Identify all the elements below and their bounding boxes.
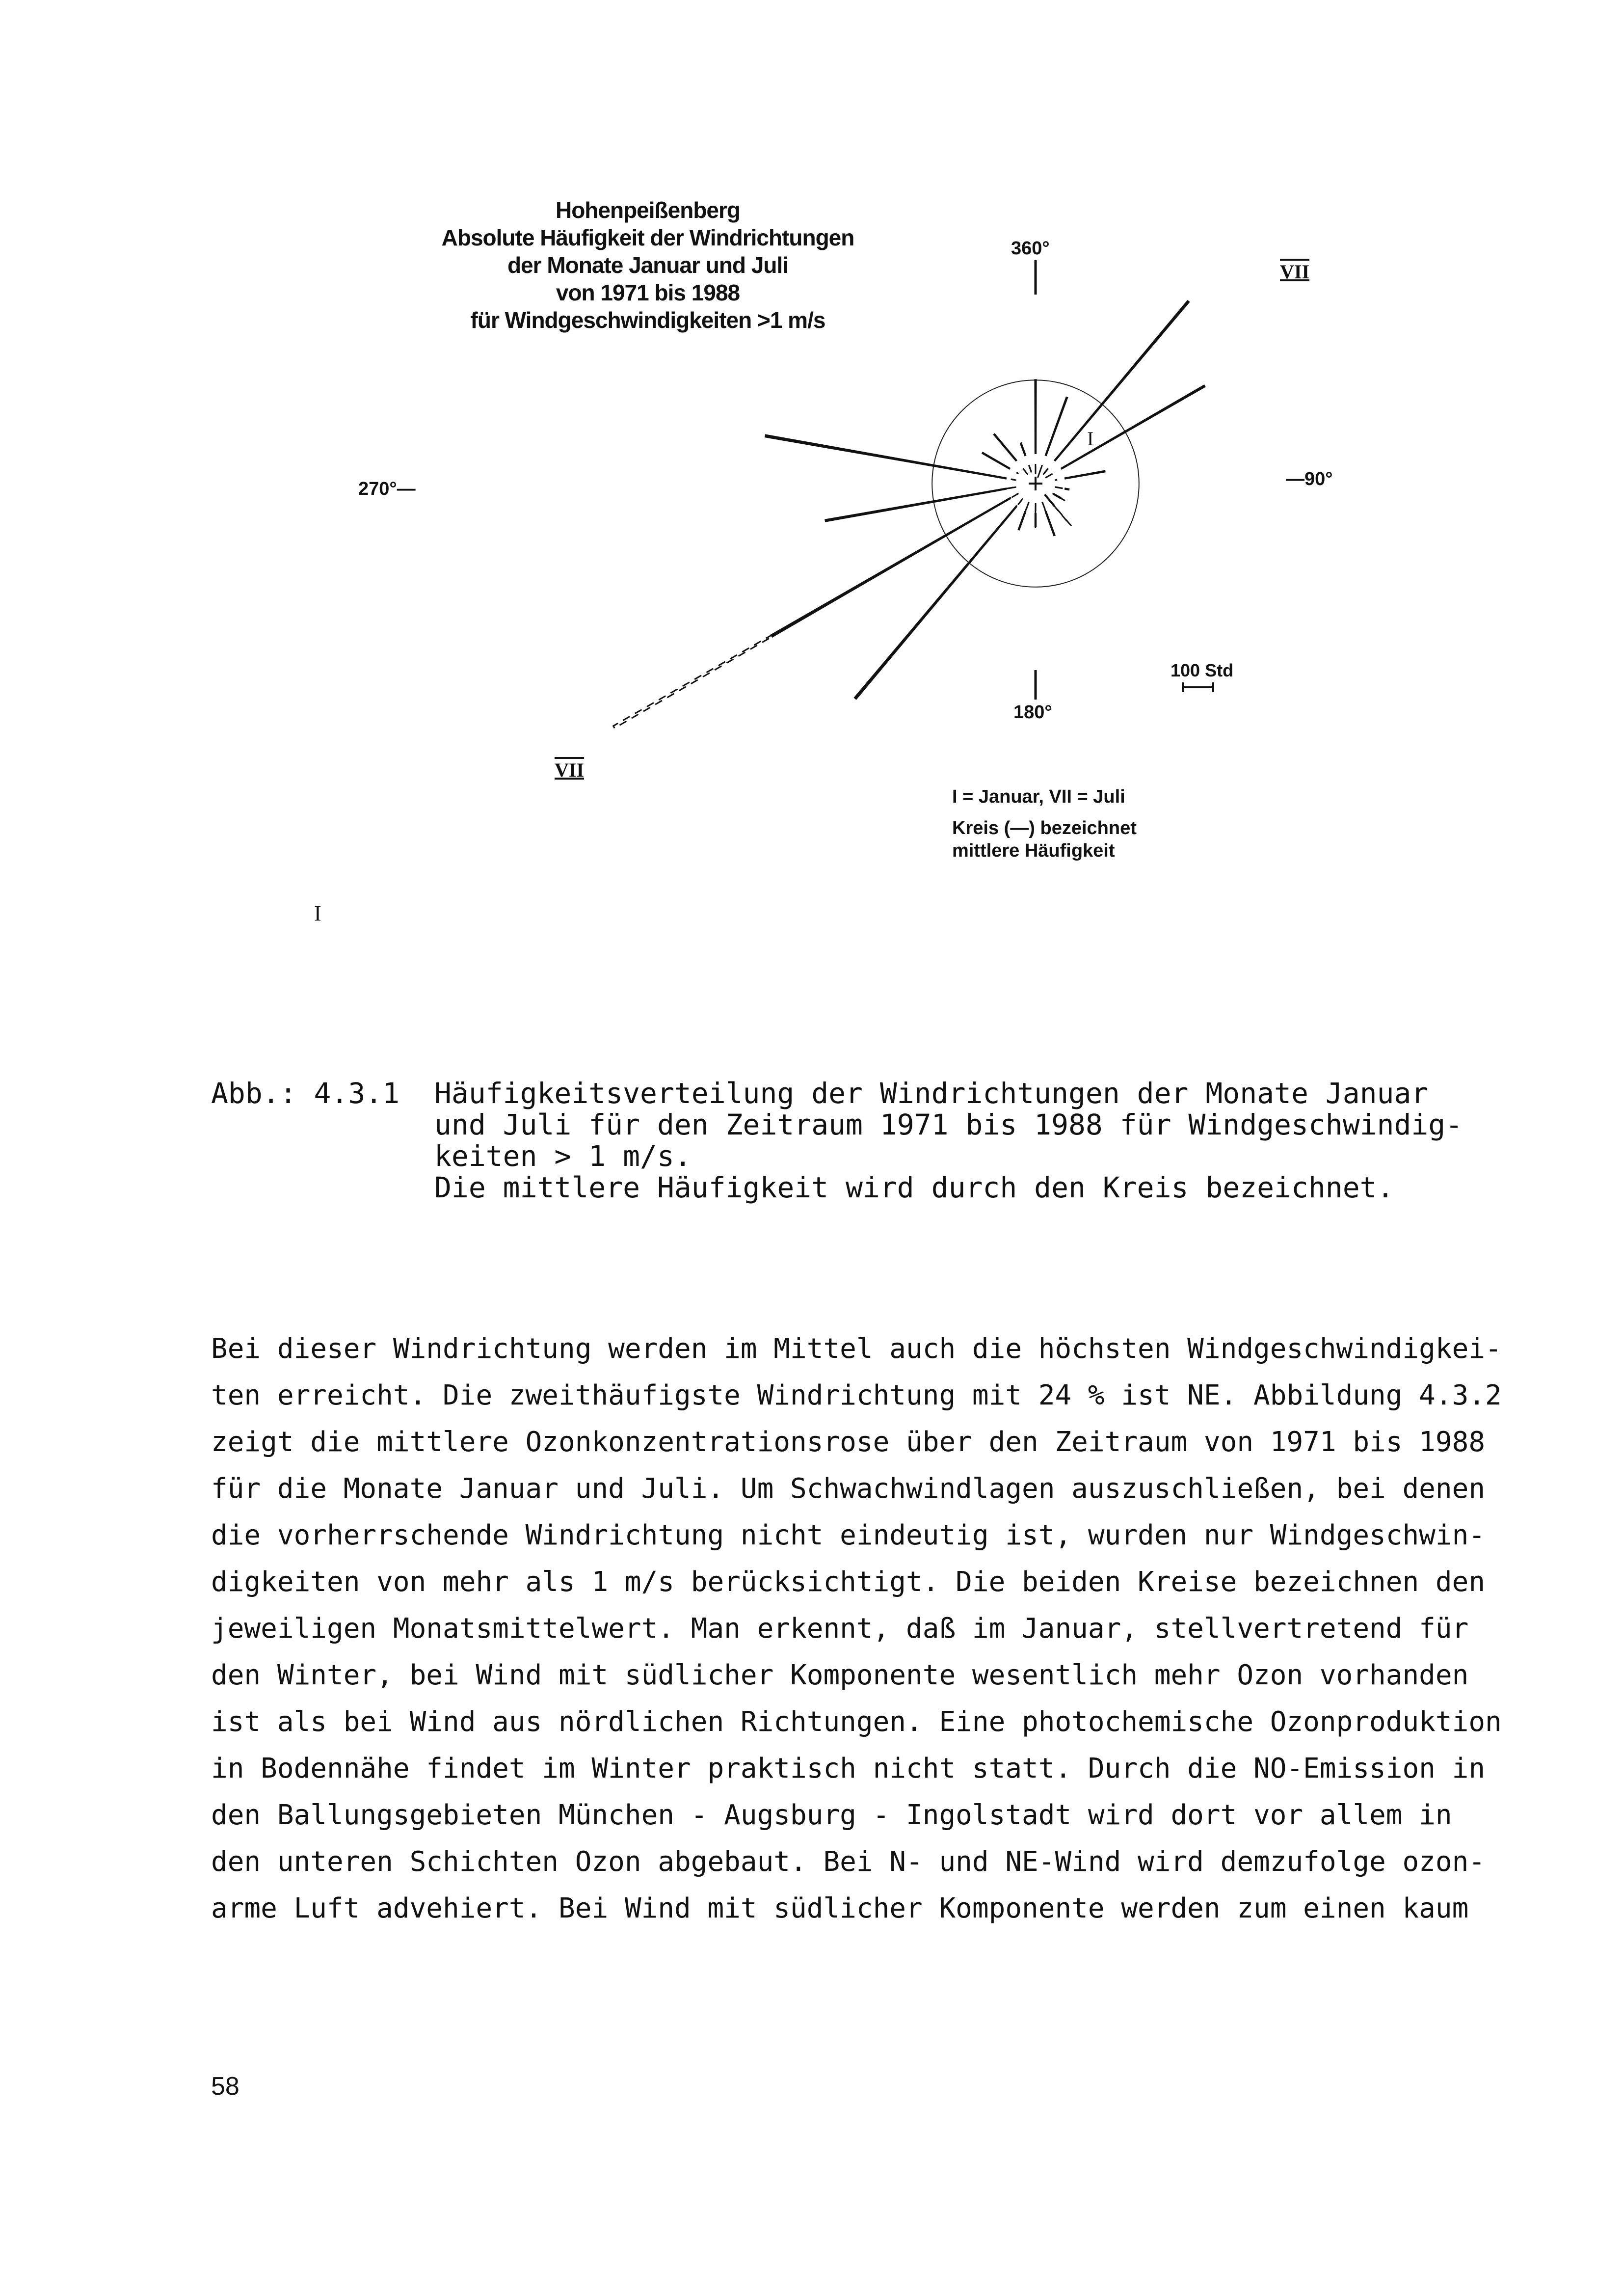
caption-line: Häufigkeitsverteilung der Windrichtungen der Monate Januar xyxy=(434,1077,1429,1110)
page-number: 58 xyxy=(211,2072,239,2101)
legend-line: Kreis (—) bezeichnet xyxy=(952,818,1137,838)
north-label: 360° xyxy=(1011,238,1050,259)
sector-july xyxy=(983,453,1010,469)
sector-july xyxy=(994,434,1017,461)
sector-july xyxy=(1045,511,1054,535)
sector-january xyxy=(1041,468,1048,476)
body-line: zeigt die mittlere Ozonkonzentrationsrose über den Zeitraum von 1971 bis 1988 xyxy=(211,1426,1486,1458)
body-line: in Bodennähe findet im Winter praktisch nicht statt. Durch die NO-Emission in xyxy=(211,1753,1486,1784)
sector-july xyxy=(855,506,1016,699)
east-label: —90° xyxy=(1286,469,1333,489)
figure-title-line: von 1971 bis 1988 xyxy=(556,280,740,305)
scale-label: 100 Std xyxy=(1171,660,1234,680)
body-line: die vorherrschende Windrichtung nicht eindeutig ist, wurden nur Windgeschwin- xyxy=(211,1519,1486,1551)
body-line: für die Monate Januar und Juli. Um Schwachwindlagen auszuschließen, bei denen xyxy=(211,1473,1486,1505)
figure-title-line: Hohenpeißenberg xyxy=(555,197,741,223)
figure-title-line: für Windgeschwindigkeiten >1 m/s xyxy=(470,307,825,333)
body-line: ist als bei Wind aus nördlichen Richtungen. Eine photochemische Ozonproduktion xyxy=(211,1706,1502,1738)
label-vii-ne: VII xyxy=(1280,261,1310,283)
sector-july xyxy=(1045,398,1067,456)
caption-line: Die mittlere Häufigkeit wird durch den Kreis bezeichnet. xyxy=(434,1171,1394,1204)
sector-january xyxy=(1055,487,1065,489)
legend-line: mittlere Häufigkeit xyxy=(952,840,1115,861)
sector-january xyxy=(1011,479,1016,480)
body-line: Bei dieser Windrichtung werden im Mittel auch die höchsten Windgeschwindigkei- xyxy=(211,1333,1502,1365)
body-line: ten erreicht. Die zweithäufigste Windrichtung mit 24 % ist NE. Abbildung 4.3.2 xyxy=(211,1379,1502,1411)
body-line: digkeiten von mehr als 1 m/s berücksichtigt. Die beiden Kreise bezeichnen den xyxy=(211,1566,1486,1598)
body-line: den unteren Schichten Ozon abgebaut. Bei N- und NE-Wind wird demzufolge ozon- xyxy=(211,1846,1486,1878)
sector-july xyxy=(1054,301,1188,461)
west-label: 270°— xyxy=(358,479,416,499)
sector-january xyxy=(1017,473,1018,474)
label-vii-main: VII xyxy=(555,759,585,781)
sector-july xyxy=(766,435,1007,479)
sector-january xyxy=(1046,474,1052,478)
sector-july xyxy=(1021,443,1026,456)
legend-line: I = Januar, VII = Juli xyxy=(952,786,1125,807)
sector-july xyxy=(1064,471,1104,479)
caption-number: Abb.: 4.3.1 xyxy=(211,1077,400,1110)
sector-january xyxy=(1038,465,1042,478)
body-paragraph xyxy=(211,1325,1502,1932)
figure-legend xyxy=(952,785,1137,862)
wind-rose-chart xyxy=(0,0,1623,1031)
caption-line: keiten > 1 m/s. xyxy=(434,1139,692,1173)
body-line: den Winter, bei Wind mit südlicher Komponente wesentlich mehr Ozon vorhanden xyxy=(211,1659,1469,1691)
sector-july xyxy=(1035,380,1036,454)
figure-wind-rose xyxy=(0,0,1623,1031)
label-i-center: I xyxy=(1087,428,1094,450)
sector-july xyxy=(1054,494,1062,499)
body-line: arme Luft advehiert. Bei Wind mit südlicher Komponente werden zum einen kaum xyxy=(211,1892,1469,1924)
south-label: 180° xyxy=(1013,702,1052,723)
figure-title-line: der Monate Januar und Juli xyxy=(507,252,789,278)
label-i-main: I xyxy=(314,901,321,925)
figure-title-line: Absolute Häufigkeit der Windrichtungen xyxy=(441,225,854,250)
sector-january xyxy=(1029,465,1032,475)
sector-july xyxy=(1064,488,1068,489)
body-line: den Ballungsgebieten München - Augsburg - Ingolstadt wird dort vor allem in xyxy=(211,1799,1452,1831)
sector-july xyxy=(1045,495,1055,506)
sector-july xyxy=(1019,511,1026,529)
caption-line: und Juli für den Zeitraum 1971 bis 1988 für Windgeschwindig- xyxy=(434,1108,1463,1141)
sector-january xyxy=(1023,468,1029,475)
body-line: jeweiligen Monatsmittelwert. Man erkennt, daß im Januar, stellvertretend für xyxy=(211,1613,1469,1645)
